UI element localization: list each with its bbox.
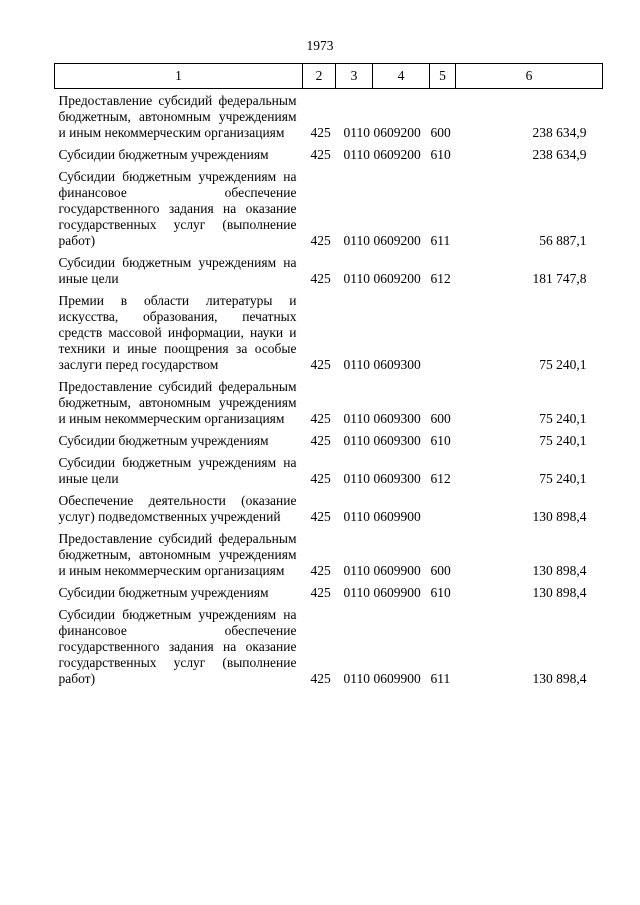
header-cell-2: 2 <box>303 64 336 89</box>
table-row <box>55 89 603 142</box>
row-name: Субсидии бюджетным учреждениям на финансовое обеспечение государственного задания на оказание государственных услуг (выполнение работ) <box>58 169 297 248</box>
table-row <box>55 163 603 249</box>
row-amount: 75 240,1 <box>539 471 587 486</box>
header-cell-1: 1 <box>55 64 303 89</box>
row-section-code: 0110 <box>343 357 370 372</box>
row-name: Субсидии бюджетным учреждениям на иные цели <box>58 455 297 486</box>
row-target-code: 0609900 <box>373 563 421 578</box>
row-expense-type <box>430 487 456 525</box>
row-name: Предоставление субсидий федеральным бюджетным, автономным учреждениям и иным некоммерческим организациям <box>58 379 297 426</box>
row-expense-type: 610 <box>430 433 451 448</box>
table-row <box>55 579 603 601</box>
row-target-code: 0609300 <box>373 357 421 372</box>
table-row <box>55 373 603 427</box>
row-expense-type: 600 <box>430 563 451 578</box>
row-name: Обеспечение деятельности (оказание услуг) подведомственных учреждений <box>58 493 297 524</box>
row-name: Субсидии бюджетным учреждениям <box>58 147 269 162</box>
table-row <box>55 449 603 487</box>
row-ministry-code: 425 <box>310 125 331 140</box>
row-target-code: 0609900 <box>373 509 421 524</box>
table-row <box>55 427 603 449</box>
row-amount: 75 240,1 <box>539 357 587 372</box>
row-target-code: 0609200 <box>373 271 421 286</box>
row-amount: 130 898,4 <box>532 671 587 686</box>
table-row <box>55 601 603 687</box>
row-section-code: 0110 <box>343 509 370 524</box>
row-target-code: 0609900 <box>373 585 421 600</box>
row-amount: 75 240,1 <box>539 433 587 448</box>
budget-table <box>54 63 603 687</box>
page-number: 1973 <box>306 38 334 53</box>
row-amount: 130 898,4 <box>532 585 587 600</box>
row-ministry-code: 425 <box>310 585 331 600</box>
row-amount: 181 747,8 <box>532 271 587 286</box>
row-amount: 75 240,1 <box>539 411 587 426</box>
row-expense-type: 612 <box>430 471 451 486</box>
row-ministry-code: 425 <box>310 563 331 578</box>
table-row <box>55 249 603 287</box>
row-section-code: 0110 <box>343 433 370 448</box>
row-target-code: 0609300 <box>373 433 421 448</box>
row-section-code: 0110 <box>343 233 370 248</box>
row-section-code: 0110 <box>343 563 370 578</box>
row-target-code: 0609200 <box>373 147 421 162</box>
row-amount: 56 887,1 <box>539 233 587 248</box>
row-name: Субсидии бюджетным учреждениям на финансовое обеспечение государственного задания на оказание государственных услуг (выполнение работ) <box>58 607 297 686</box>
row-name: Предоставление субсидий федеральным бюджетным, автономным учреждениям и иным некоммерческим организациям <box>58 531 297 578</box>
row-section-code: 0110 <box>343 411 370 426</box>
row-expense-type: 610 <box>430 585 451 600</box>
row-ministry-code: 425 <box>310 509 331 524</box>
table-row <box>55 141 603 163</box>
row-section-code: 0110 <box>343 147 370 162</box>
row-ministry-code: 425 <box>310 271 331 286</box>
row-expense-type: 612 <box>430 271 451 286</box>
header-cell-4: 4 <box>373 64 430 89</box>
row-expense-type: 611 <box>430 233 451 248</box>
row-expense-type <box>430 287 456 373</box>
row-name: Субсидии бюджетным учреждениям <box>58 433 269 448</box>
row-ministry-code: 425 <box>310 357 331 372</box>
row-expense-type: 611 <box>430 671 451 686</box>
header-cell-6: 6 <box>456 64 603 89</box>
row-ministry-code: 425 <box>310 471 331 486</box>
row-section-code: 0110 <box>343 671 370 686</box>
row-name: Субсидии бюджетным учреждениям <box>58 585 269 600</box>
row-target-code: 0609300 <box>373 411 421 426</box>
table-row <box>55 487 603 525</box>
table-header-row <box>55 64 603 89</box>
row-amount: 130 898,4 <box>532 509 587 524</box>
row-ministry-code: 425 <box>310 433 331 448</box>
row-target-code: 0609200 <box>373 125 421 140</box>
row-ministry-code: 425 <box>310 147 331 162</box>
row-section-code: 0110 <box>343 271 370 286</box>
header-cell-3: 3 <box>336 64 373 89</box>
row-expense-type: 610 <box>430 147 451 162</box>
row-ministry-code: 425 <box>310 411 331 426</box>
row-section-code: 0110 <box>343 585 370 600</box>
row-ministry-code: 425 <box>310 233 331 248</box>
row-name: Предоставление субсидий федеральным бюджетным, автономным учреждениям и иным некоммерческим организациям <box>58 93 297 140</box>
row-amount: 238 634,9 <box>532 147 587 162</box>
row-section-code: 0110 <box>343 471 370 486</box>
row-amount: 238 634,9 <box>532 125 587 140</box>
row-name: Субсидии бюджетным учреждениям на иные цели <box>58 255 297 286</box>
row-target-code: 0609300 <box>373 471 421 486</box>
row-name: Премии в области литературы и искусства, образования, печатных средств массовой информации, науки и техники и иные поощрения за особые заслуги перед государством <box>58 293 297 372</box>
row-expense-type: 600 <box>430 125 451 140</box>
row-expense-type: 600 <box>430 411 451 426</box>
table-row <box>55 287 603 373</box>
table-row <box>55 525 603 579</box>
row-amount: 130 898,4 <box>532 563 587 578</box>
row-section-code: 0110 <box>343 125 370 140</box>
row-ministry-code: 425 <box>310 671 331 686</box>
header-cell-5: 5 <box>430 64 456 89</box>
row-target-code: 0609900 <box>373 671 421 686</box>
row-target-code: 0609200 <box>373 233 421 248</box>
